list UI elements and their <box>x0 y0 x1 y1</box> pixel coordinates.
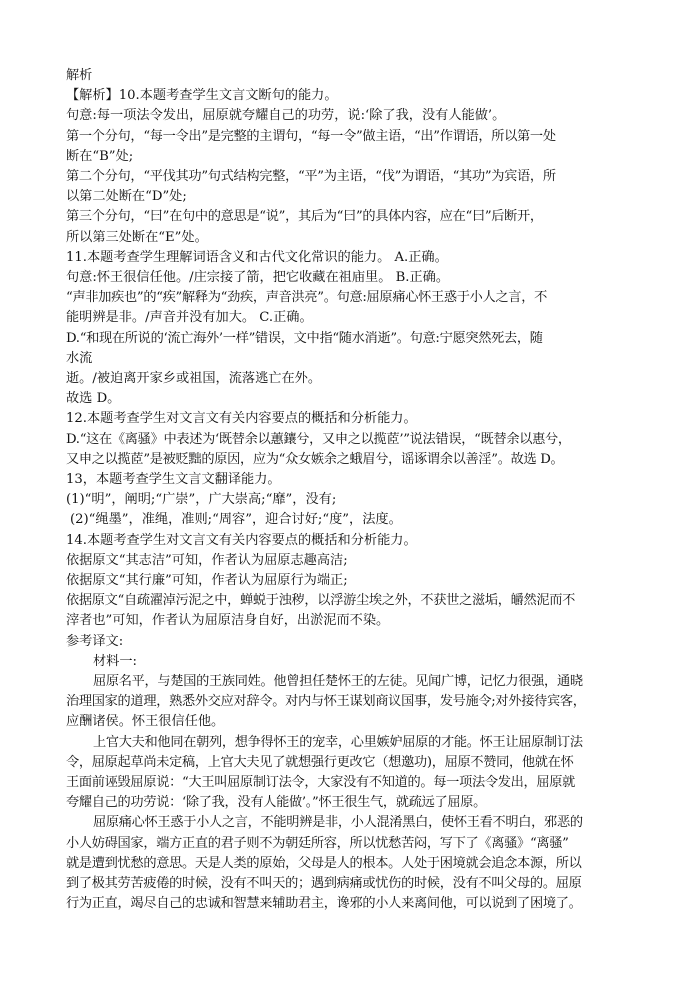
text-line: 所以第三处断在“E”处。 <box>66 229 208 245</box>
text-line: 第一个分句，“每一令出”是完整的主谓句，“每一令”做主语，“出”作谓语，所以第一处 <box>66 128 556 144</box>
text-line: 依据原文“其行廉”可知，作者认为屈原行为端正; <box>66 573 348 588</box>
text-line: 王面前诬毁屈原说：“大王叫屈原制订法令，大家没有不知道的。每一项法令发出，屈原就 <box>66 775 576 790</box>
text-line: 断在“B”处; <box>66 148 134 164</box>
text-line: 第二个分句，“平伐其功”句式结构完整，“平”为主语，“伐”为谓语，“其功”为宾语，所 <box>66 169 556 184</box>
text-line: D.“和现在所说的‘流亡海外’一样”错误，文中指“随水消逝”。句意:宁愿突然死去，随 <box>66 330 543 346</box>
section-heading: 材料一: <box>93 653 138 669</box>
text-line: 12.本题考查学生对文言文有关内容要点的概括和分析能力。 <box>66 411 417 427</box>
text-line: 能明辨是非。/声音并没有加大。 C.正确。 <box>66 310 313 326</box>
text-line: (2)“绳墨”，准绳，准则;“周容”，迎合讨好;“度”，法度。 <box>70 512 402 528</box>
text-line: 小人妨碍国家，端方正直的君子则不为朝廷所容，所以忧愁苦闷，写下了《离骚》“离骚” <box>66 835 569 851</box>
text-line: 13，本题考查学生文言文翻译能力。 <box>66 472 281 487</box>
text-line: 又申之以揽茝”是被贬黜的原因，应为“众女嫉余之蛾眉兮，谣诼谓余以善淫”。故选 D。 <box>66 451 564 467</box>
text-line: 【解析】10.本题考查学生文言文断句的能力。 <box>66 88 338 104</box>
text-line: 上官大夫和他同在朝列，想争得怀王的宠幸，心里嫉妒屈原的才能。怀王让屈原制订法 <box>93 734 583 750</box>
text-line: 到了极其劳苦疲倦的时候，没有不叫天的；遇到病痛或忧伤的时候，没有不叫父母的。屈原 <box>66 876 582 891</box>
text-line: 屈原名平，与楚国的王族同姓。他曾担任楚怀王的左徒。见闻广博，记忆力很强，通晓 <box>93 674 583 689</box>
text-line: 14.本题考查学生对文言文有关内容要点的概括和分析能力。 <box>66 532 417 548</box>
text-line: 滓者也”可知，作者认为屈原洁身自好，出淤泥而不染。 <box>66 613 390 629</box>
text-line: 夸耀自己的功劳说：‘除了我，没有人能做’。”怀王很生气，就疏远了屈原。 <box>66 795 487 811</box>
text-line: 故选 D。 <box>66 391 121 407</box>
text-line: 依据原文“自疏濯淖污泥之中，蝉蜕于浊秽，以浮游尘埃之外，不获世之滋垢，皭然泥而不 <box>66 593 576 609</box>
text-line: 屈原痛心怀王惑于小人之言，不能明辨是非，小人混淆黑白，使怀王看不明白，邪恶的 <box>93 815 583 831</box>
text-line: 第三个分句，“曰”在句中的意思是“说”，其后为“曰”的具体内容，应在“曰”后断开， <box>66 209 543 225</box>
text-line: 治理国家的道理，熟悉外交应对辞令。对内与怀王谋划商议国事，发号施令;对外接待宾客， <box>66 694 586 710</box>
text-line: 水流 <box>66 350 93 366</box>
section-heading: 解析 <box>66 68 93 83</box>
text-line: 以第二处断在“D”处; <box>66 189 187 205</box>
text-line: 应酬诸侯。怀王很信任他。 <box>66 714 225 730</box>
text-line: 依据原文“其志洁”可知，作者认为屈原志趣高洁; <box>66 552 348 568</box>
section-heading: 参考译文: <box>66 633 124 649</box>
text-line: 逝。/被迫离开家乡或祖国，流落逃亡在外。 <box>66 371 322 386</box>
text-line: 句意:每一项法令发出，屈原就夸耀自己的功劳，说:‘除了我，没有人能做’。 <box>66 108 506 124</box>
text-line: (1)“明”，阐明;“广崇”，广大崇高;“靡”，没有; <box>66 492 337 508</box>
text-line: 就是遭到忧愁的意思。天是人类的原始，父母是人的根本。人处于困境就会追念本源，所以 <box>66 855 582 871</box>
text-line: 行为正直，竭尽自己的忠诚和智慧来辅助君主，谗邪的小人来离间他，可以说到了困境了。 <box>66 896 582 912</box>
text-line: D.“这在《离骚》中表述为‘既替余以蕙鑲兮，又申之以揽茝’”说法错误，“既替余以惠兮， <box>66 431 571 447</box>
text-line: “声非加疾也”的“疾”解释为“劲疾，声音洪亮”。句意:屈原痛心怀王惑于小人之言，不 <box>66 290 547 306</box>
text-line: 句意:怀王很信任他。/庄宗接了箭，把它收藏在祖庙里。 B.正确。 <box>66 270 450 285</box>
text-line: 令，屈原起草尚未定稿，上官大夫见了就想强行更改它（想邀功)，屈原不赞同，他就在怀 <box>66 754 574 770</box>
text-line: 11.本题考查学生理解词语含义和古代文化常识的能力。 A.正确。 <box>66 249 448 265</box>
